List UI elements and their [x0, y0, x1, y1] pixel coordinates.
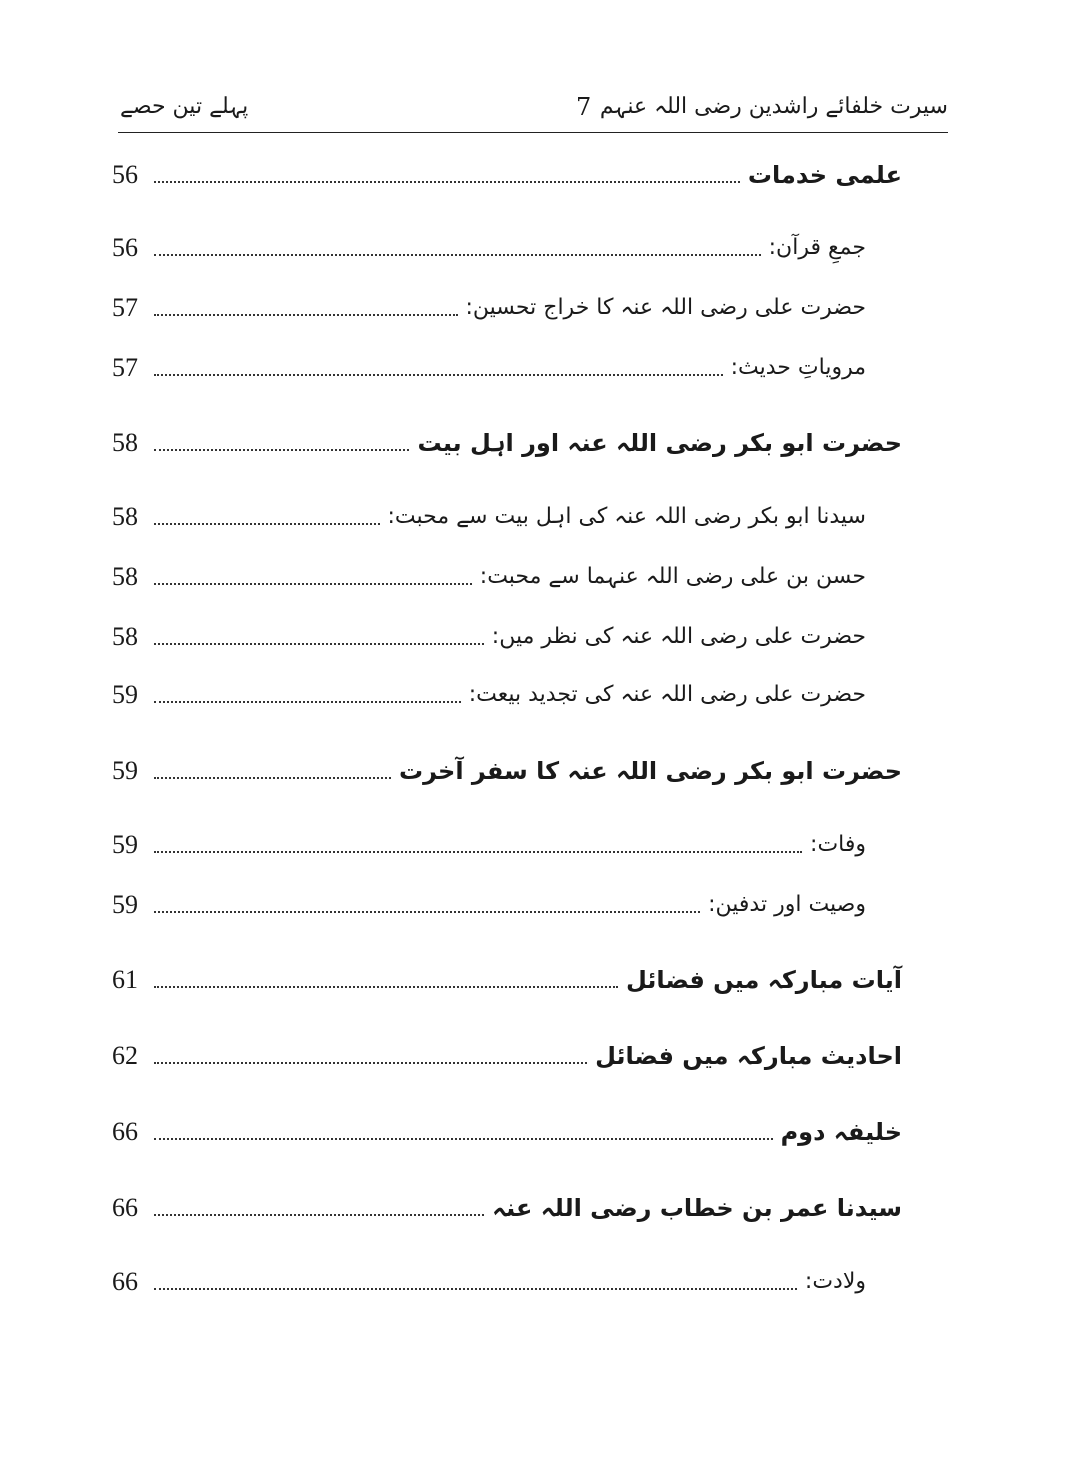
- toc-page-number: 58: [112, 562, 138, 591]
- toc-page-number: 59: [112, 680, 138, 709]
- dot-leader: [154, 360, 723, 376]
- toc-entry-title: حسن بن علی رضی اللہ عنہما سے محبت:: [479, 564, 866, 589]
- toc-page-number: 56: [112, 160, 138, 189]
- toc-entry: [112, 675, 866, 715]
- dot-leader: [154, 972, 618, 988]
- toc-entry: [112, 228, 866, 268]
- toc-page-number: 58: [112, 428, 138, 457]
- dot-leader: [154, 1274, 797, 1290]
- dot-leader: [154, 569, 472, 585]
- toc-entry: [112, 617, 866, 657]
- toc-entry-title: سیدنا عمر بن خطاب رضی اللہ عنہ: [492, 1194, 902, 1222]
- page-number: 7: [576, 93, 592, 121]
- toc-entry-title: حضرت ابو بکر رضی اللہ عنہ کا سفر آخرت: [398, 757, 902, 785]
- toc-entry: [112, 751, 902, 791]
- dot-leader: [154, 763, 391, 779]
- toc-entry: [112, 423, 902, 463]
- toc-entry-title: وصیت اور تدفین:: [708, 892, 866, 917]
- toc-page-number: 58: [112, 502, 138, 531]
- toc-page-number: 59: [112, 830, 138, 859]
- dot-leader: [154, 509, 380, 525]
- book-title: سیرت خلفائے راشدین رضی اللہ عنہم: [599, 94, 948, 119]
- toc-entry: [112, 288, 866, 328]
- toc-entry: [112, 1036, 902, 1076]
- toc-page-number: 59: [112, 756, 138, 785]
- toc-page-number: 66: [112, 1193, 138, 1222]
- dot-leader: [154, 687, 461, 703]
- dot-leader: [154, 300, 458, 316]
- toc-page-number: 57: [112, 293, 138, 322]
- section-label: پہلے تین حصے: [120, 94, 249, 119]
- toc-entry: [112, 348, 866, 388]
- toc-entry-title: حضرت علی رضی اللہ عنہ کی تجدید بیعت:: [468, 682, 866, 707]
- toc-entry: [112, 155, 902, 195]
- dot-leader: [154, 837, 802, 853]
- dot-leader: [154, 435, 409, 451]
- toc-entry: [112, 1262, 866, 1302]
- toc-entry-title: علمی خدمات: [747, 161, 902, 189]
- toc-entry: [112, 557, 866, 597]
- toc-entry: [112, 497, 866, 537]
- dot-leader: [154, 1124, 773, 1140]
- dot-leader: [154, 1048, 587, 1064]
- toc-entry: [112, 825, 866, 865]
- toc-entry-title: حضرت ابو بکر رضی اللہ عنہ اور اہل بیت: [417, 429, 902, 457]
- dot-leader: [154, 1200, 484, 1216]
- toc-entry: [112, 885, 866, 925]
- toc-entry-title: وفات:: [810, 832, 866, 857]
- dot-leader: [154, 167, 740, 183]
- toc-entry-title: احادیث مبارکہ میں فضائل: [595, 1042, 902, 1070]
- toc-page-number: 57: [112, 353, 138, 382]
- toc-page-number: 66: [112, 1267, 138, 1296]
- toc-entry-title: آیات مبارکہ میں فضائل: [626, 966, 902, 994]
- toc-entry: [112, 1112, 902, 1152]
- toc-entry-title: جمعِ قرآن:: [768, 235, 866, 260]
- toc-entry-title: حضرت علی رضی اللہ عنہ کا خراج تحسین:: [465, 295, 866, 320]
- dot-leader: [154, 240, 761, 256]
- dot-leader: [154, 629, 484, 645]
- toc-page-number: 59: [112, 890, 138, 919]
- toc-entry: [112, 1188, 902, 1228]
- toc-page-number: 66: [112, 1117, 138, 1146]
- dot-leader: [154, 897, 700, 913]
- toc-entry-title: مرویاتِ حدیث:: [730, 355, 866, 380]
- toc-entry-title: ولادت:: [804, 1269, 866, 1294]
- toc-entry-title: سیدنا ابو بکر رضی اللہ عنہ کی اہل بیت سے محبت:: [387, 504, 866, 529]
- toc-entry-title: حضرت علی رضی اللہ عنہ کی نظر میں:: [491, 624, 866, 649]
- toc-page-number: 62: [112, 1041, 138, 1070]
- toc-page-number: 56: [112, 233, 138, 262]
- toc-entry: [112, 960, 902, 1000]
- toc-entry-title: خلیفہ دوم: [780, 1118, 902, 1146]
- toc-page-number: 61: [112, 965, 138, 994]
- toc-page-number: 58: [112, 622, 138, 651]
